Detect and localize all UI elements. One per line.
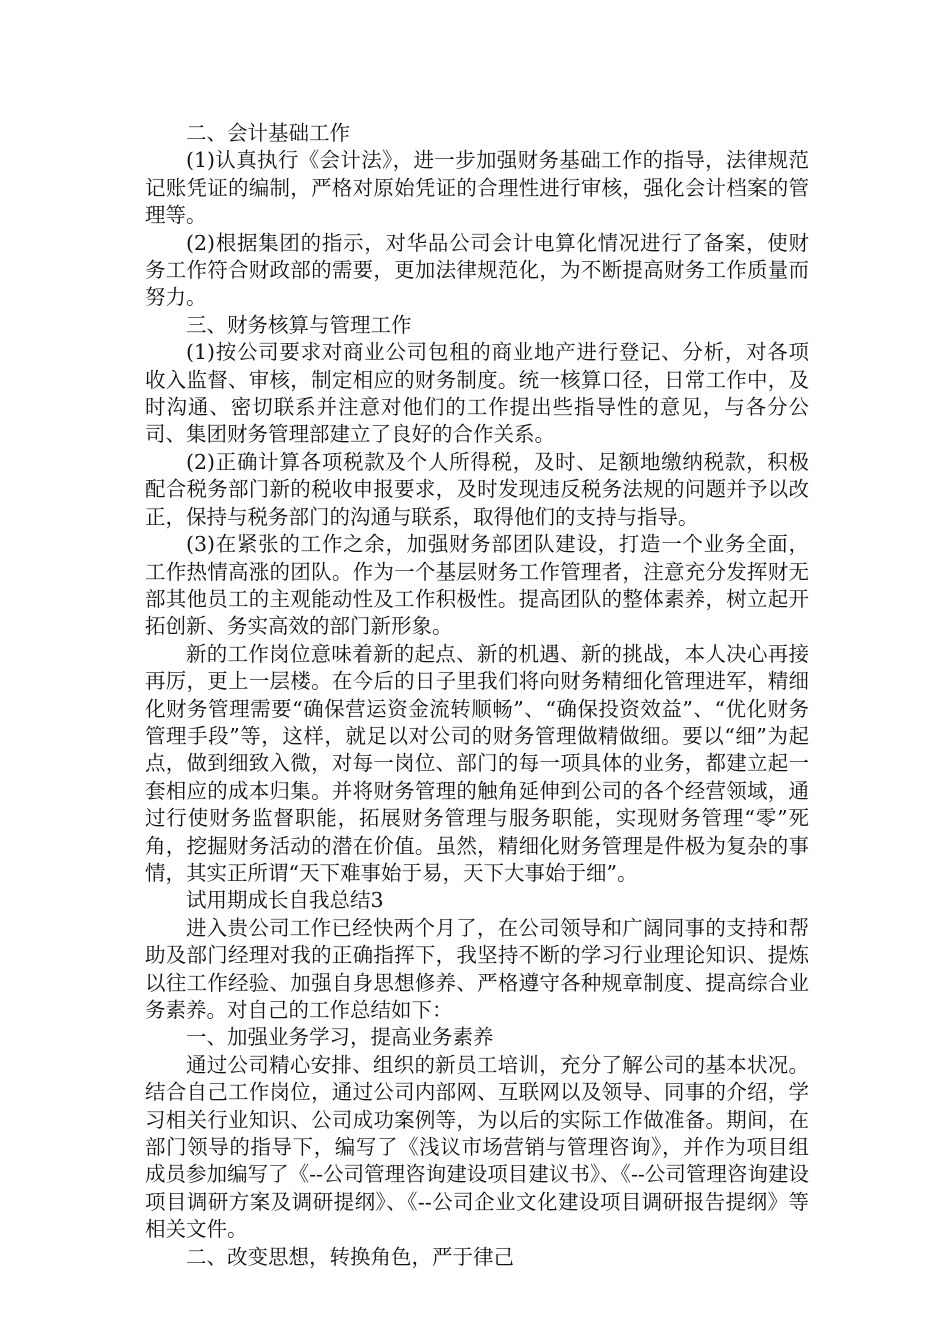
paragraph: (1)按公司要求对商业公司包租的商业地产进行登记、分析，对各项收入监督、审核，制定相应的财务制度。统一核算口径，日常工作中，及时沟通、密切联系并注意对他们的工作提出些指导性的意见，与各分公司、集团财务管理部建立了良好的合作关系。	[145, 340, 809, 447]
document-page	[145, 120, 809, 1271]
paragraph: 进入贵公司工作已经快两个月了，在公司领导和广阔同事的支持和帮助及部门经理对我的正确指挥下，我坚持不断的学习行业理论知识、提炼以往工作经验、加强自身思想修养、严格遵守各种规章制度、提高综合业务素养。对自己的工作总结如下：	[145, 915, 809, 1022]
paragraph: (2)根据集团的指示，对华品公司会计电算化情况进行了备案，使财务工作符合财政部的需要，更加法律规范化，为不断提高财务工作质量而努力。	[145, 230, 809, 310]
article-title: 试用期成长自我总结3	[186, 888, 384, 913]
paragraph: 新的工作岗位意味着新的起点、新的机遇、新的挑战，本人决心再接再厉，更上一层楼。在今后的日子里我们将向财务精细化管理进军，精细化财务管理需要“确保营运资金流转顺畅”、“确保投资效益”、“优化财务管理手段”等，这样，就足以对公司的财务管理做精做细。要以“细”为起点，做到细致入微，对每一岗位、部门的每一项具体的业务，都建立起一套相应的成本归集。并将财务管理的触角延伸到公司的各个经营领域，通过行使财务监督职能，拓展财务管理与服务职能，实现财务管理“零”死角，挖掘财务活动的潜在价值。虽然，精细化财务管理是件极为复杂的事情，其实正所谓“天下难事始于易，天下大事始于细”。	[145, 641, 809, 885]
section-heading-change-thinking: 二、改变思想，转换角色，严于律己	[186, 1244, 514, 1269]
paragraph: (3)在紧张的工作之余，加强财务部团队建设，打造一个业务全面，工作热情高涨的团队。作为一个基层财务工作管理者，注意充分发挥财无部其他员工的主观能动性及工作积极性。提高团队的整体素养，树立起开拓创新、务实高效的部门新形象。	[145, 532, 809, 639]
paragraph: (1)认真执行《会计法》，进一步加强财务基础工作的指导，法律规范记账凭证的编制，严格对原始凭证的合理性进行审核，强化会计档案的管理等。	[145, 148, 809, 228]
paragraph: (2)正确计算各项税款及个人所得税，及时、足额地缴纳税款，积极配合税务部门新的税收申报要求，及时发现违反税务法规的问题并予以改正，保持与税务部门的沟通与联系，取得他们的支持与指导。	[145, 449, 809, 529]
section-heading-accounting-basics: 二、会计基础工作	[186, 121, 350, 145]
section-heading-business-study: 一、加强业务学习，提高业务素养	[186, 1025, 494, 1050]
section-heading-finance-accounting: 三、财务核算与管理工作	[186, 312, 412, 337]
paragraph: 通过公司精心安排、组织的新员工培训，充分了解公司的基本状况。结合自己工作岗位，通过公司内部网、互联网以及领导、同事的介绍，学习相关行业知识、公司成功案例等，为以后的实际工作做准备。期间，在部门领导的指导下，编写了《浅议市场营销与管理咨询》，并作为项目组成员参加编写了《--公司管理咨询建设项目建议书》、《--公司管理咨询建设项目调研方案及调研提纲》、《--公司企业文化建设项目调研报告提纲》等相关文件。	[145, 1052, 809, 1242]
